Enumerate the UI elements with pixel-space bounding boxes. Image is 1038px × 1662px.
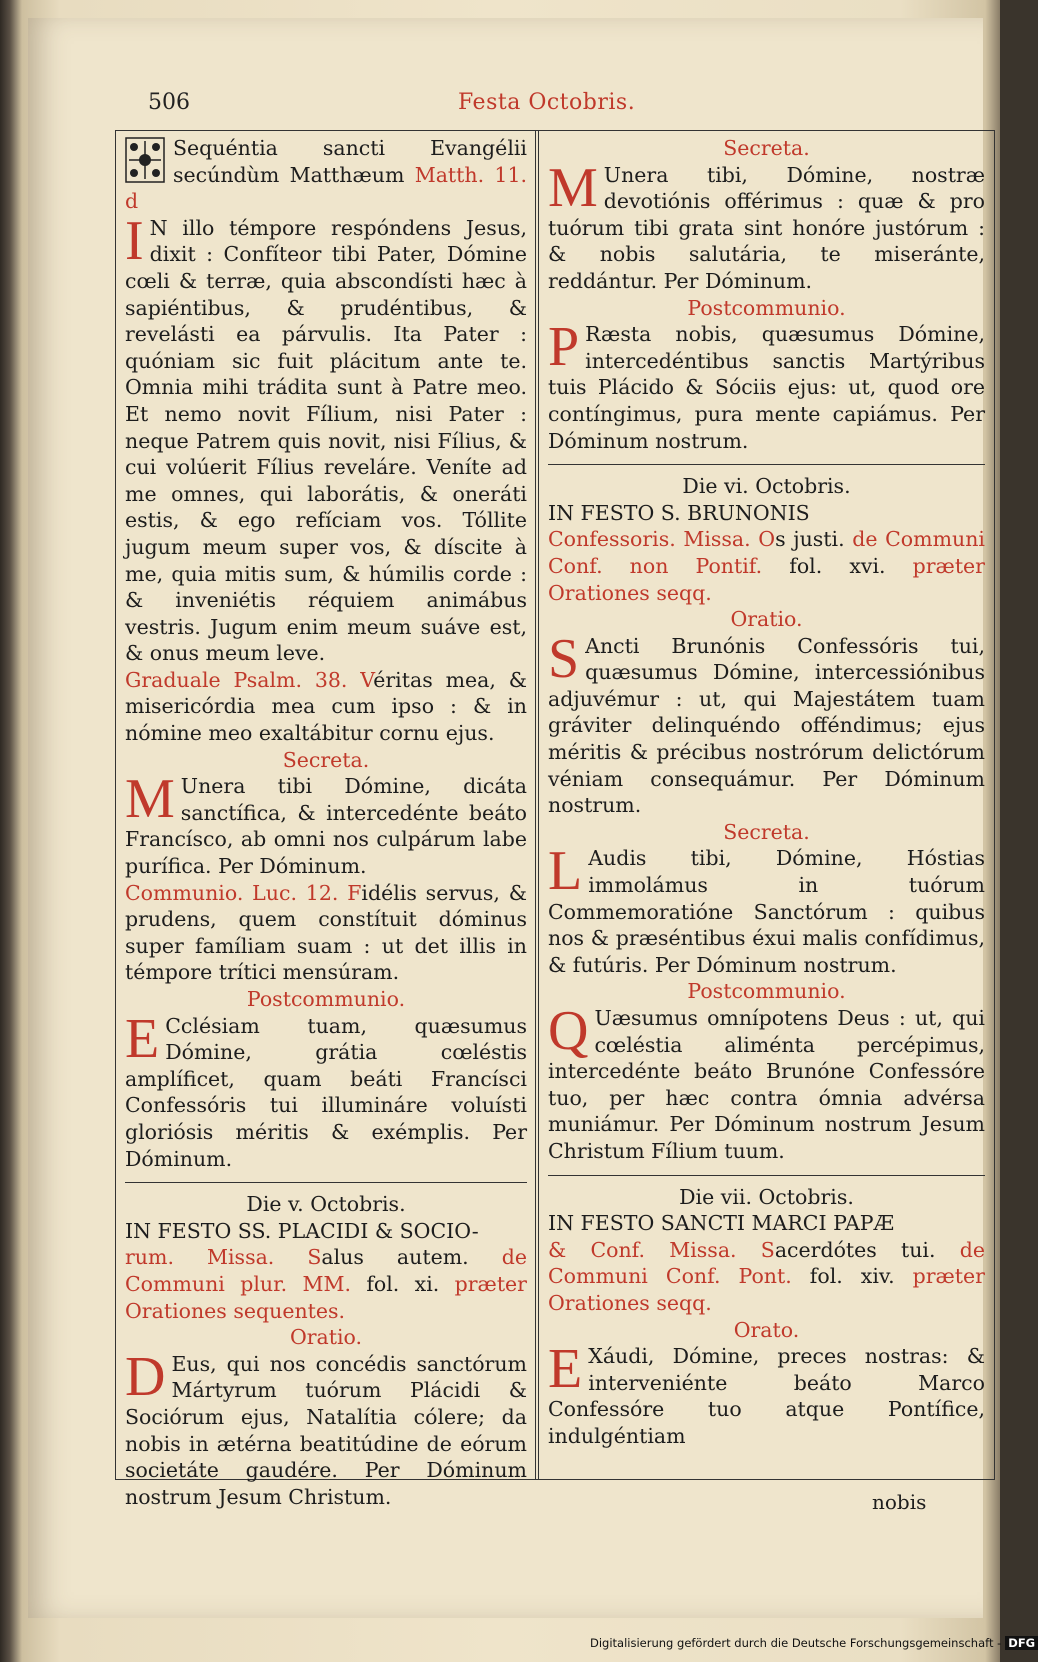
digitization-footer — [590, 1636, 1038, 1650]
secreta-heading: Secreta. — [723, 136, 810, 160]
drop-cap: M — [125, 768, 175, 831]
footer-text: Digitalisierung gefördert durch die Deutsche Forschungsgemeinschaft - — [590, 1636, 1002, 1650]
sequentia-heading: Sequéntia sancti Evangélii secúndùm Matthæum — [173, 136, 527, 187]
oratio-paragraph — [125, 1345, 527, 1511]
feast-rubric — [548, 526, 985, 606]
drop-cap: E — [548, 1338, 583, 1401]
secreta-text: Unera tibi, Dómine, nostræ devotiónis offérimus : quæ & pro tuórum tibi grata sint honóre justórum : & nobis salutária, te miseránte, reddántur. Per Dóminum. — [548, 162, 985, 293]
secreta-text: Audis tibi, Dómine, Hóstias immolámus in tuórum Commemoratióne Sanctórum : quibus nos & præséntibus éxui malis confídimus, & futúris. Per Dóminum nostrum. — [548, 846, 985, 977]
feast-rubric-de: de — [501, 1245, 527, 1270]
drop-cap: L — [548, 840, 583, 903]
oratio-text: Xáudi, Dómine, preces nostras: & interveniénte beáto Marco Confessóre tuo atque Pontífice, indulgéntiam — [548, 1344, 985, 1448]
drop-cap: D — [125, 1345, 166, 1408]
gospel-text: N illo témpore respóndens Jesus, dixit : Confíteor tibi Pater, Dómine cœli & terræ, quia abscondísti hæc à sapiéntibus, & prudéntibus, & revelásti ea párvulis. Ita Pater : quóniam sic fuit plácitum ante te. Omnia mihi trádita sunt à Patre meo. Et nemo novit Fílium, nisi Pater : neque Patrem quis novit, nisi Fílius, & cui volúerit Fílius reveláre. Veníte ad me omnes, qui laborátis, & oneráti estis, & ego refíciam vos. Tóllite jugum meum super vos, & díscite à me, quia mitis sum, & húmilis corde : & inveniétis réquiem animábus vestris. Jugum enim meum suáve est, & onus meum leve. — [125, 215, 527, 666]
section-rule — [548, 464, 985, 465]
feast-missa-label: & Conf. Missa. S — [548, 1237, 775, 1262]
communio-label: Communio. Luc. 12. F — [125, 880, 362, 905]
oratio-heading: Orato. — [733, 1317, 800, 1342]
postcommunio-heading: Postcommunio. — [687, 295, 846, 320]
ornament-icon — [125, 137, 165, 183]
feast-folio: fol. xi. — [366, 1271, 440, 1296]
secreta-paragraph — [548, 156, 985, 295]
drop-cap: M — [548, 156, 598, 219]
feast-title: IN FESTO SANCTI MARCI PAPÆ — [548, 1211, 895, 1236]
communio-paragraph — [125, 880, 527, 986]
feast-date: Die v. Octobris. — [246, 1192, 406, 1217]
feast-communi: Communi Conf. Pont. — [548, 1264, 792, 1289]
oratio-paragraph — [548, 627, 985, 819]
communio-text: idélis servus, & prudens, quem constítuit dóminus super famíliam suam : ut det illis in témpore trítici mensúram. — [125, 880, 527, 985]
feast-missa-label: Confessoris. Missa. O — [548, 527, 776, 552]
feast-rubric-part: rum. — [125, 1245, 174, 1270]
postcommunio-text: Cclésiam tuam, quæsumus Dómine, grátia cœléstis amplíficet, quam beáti Francísci Confessóris tui illumináre voluísti gloriósis méritis & exémplis. Per Dóminum. — [125, 1013, 527, 1171]
feast-missa-label: Missa. S — [207, 1245, 322, 1270]
graduale-label: Graduale Psalm. 38. V — [125, 667, 374, 692]
postcommunio-paragraph — [548, 316, 985, 454]
page-number: 506 — [148, 90, 190, 115]
feast-rubric-de: de — [852, 527, 878, 552]
running-title: Festa Octobris. — [458, 90, 636, 115]
postcommunio-paragraph — [548, 1000, 985, 1165]
graduale-text: éritas mea, & misericórdia mea cum ipso : & in nómine meo exaltábitur cornu ejus. — [125, 667, 527, 746]
feast-rubric — [125, 1244, 527, 1324]
dfg-logo-icon: DFG — [1005, 1636, 1038, 1650]
feast-date: Die vii. Octobris. — [679, 1184, 854, 1209]
drop-cap: S — [548, 627, 580, 690]
feast-title: IN FESTO SS. PLACIDI & SOCIO- — [125, 1218, 479, 1243]
feast-praeter: præter Orationes seqq. — [548, 553, 985, 605]
sequentia-block — [125, 135, 527, 215]
oratio-heading: Oratio. — [730, 607, 803, 632]
oratio-text: Ancti Brunónis Confessóris tui, quæsumus Dómine, intercessiónibus adjuvémur : ut, qui Majestátem tuam gráviter delinquéndo offéndimus; ejus méritis & précibus nostrórum delictórum véniam consequámur. Per Dóminum nostrum. — [548, 633, 985, 818]
oratio-paragraph — [548, 1338, 985, 1449]
left-column — [125, 135, 527, 1510]
catchword: nobis — [872, 1490, 927, 1514]
feast-rubric — [548, 1237, 985, 1317]
feast-missa-text: s justi. — [775, 527, 845, 552]
graduale-paragraph — [125, 667, 527, 747]
secreta-text: Unera tibi Dómine, dicáta sanctífica, & intercedénte beáto Francísco, ab omni nos culpárum labe purífica. Per Dóminum. — [125, 774, 527, 879]
drop-cap: P — [548, 316, 580, 379]
gospel-paragraph — [125, 209, 527, 667]
secreta-paragraph — [125, 768, 527, 879]
feast-praeter: præter Orationes seqq. — [548, 1264, 985, 1315]
section-rule — [548, 1175, 985, 1176]
feast-date: Die vi. Octobris. — [682, 474, 851, 499]
postcommunio-heading: Postcommunio. — [687, 979, 846, 1004]
sequentia-reference: Matth. 11. d — [125, 162, 527, 214]
feast-title: IN FESTO S. BRUNONIS — [548, 500, 810, 525]
feast-folio: fol. xiv. — [809, 1264, 895, 1289]
secreta-heading: Secreta. — [282, 747, 370, 772]
oratio-heading: Oratio. — [289, 1325, 363, 1350]
feast-rubric-de: de — [959, 1237, 985, 1262]
secreta-heading: Secreta. — [723, 819, 810, 844]
drop-cap: Q — [548, 1000, 589, 1062]
feast-communi: Communi Conf. non Pontif. — [548, 527, 985, 578]
feast-folio: fol. xvi. — [789, 553, 886, 578]
secreta-paragraph — [548, 840, 985, 978]
postcommunio-paragraph — [125, 1007, 527, 1173]
feast-praeter: præter Orationes sequentes. — [125, 1271, 527, 1323]
feast-communi: Communi plur. MM. — [125, 1271, 351, 1296]
postcommunio-text: Uæsumus omnípotens Deus : ut, qui cœléstia aliménta percépimus, intercedénte beáto Brunóne Confessóre tuo, per hæc contra ómnia advérsa muniámur. Per Dóminum nostrum Jesum Christum Fílium tuum. — [548, 1006, 985, 1163]
drop-cap: E — [125, 1007, 160, 1070]
feast-missa-text: acerdótes tui. — [774, 1237, 936, 1262]
oratio-text: Eus, qui nos concédis sanctórum Mártyrum tuórum Plácidi & Sociórum ejus, Natalítia cólere; da nobis in ætérna beatitúdine de eórum societáte gaudére. Per Dóminum nostrum Jesum Christum. — [125, 1351, 527, 1509]
drop-cap: I — [125, 209, 144, 272]
postcommunio-heading: Postcommunio. — [246, 987, 406, 1011]
section-rule — [125, 1182, 527, 1183]
column-divider — [535, 130, 539, 1480]
feast-missa-text: alus autem. — [321, 1245, 469, 1270]
postcommunio-text: Ræsta nobis, quæsumus Dómine, intercedéntibus sanctis Martýribus tuis Plácido & Sóciis ejus: ut, quod ore contíngimus, pura mente capiámus. Per Dóminum nostrum. — [548, 322, 985, 453]
right-column — [548, 135, 985, 1450]
